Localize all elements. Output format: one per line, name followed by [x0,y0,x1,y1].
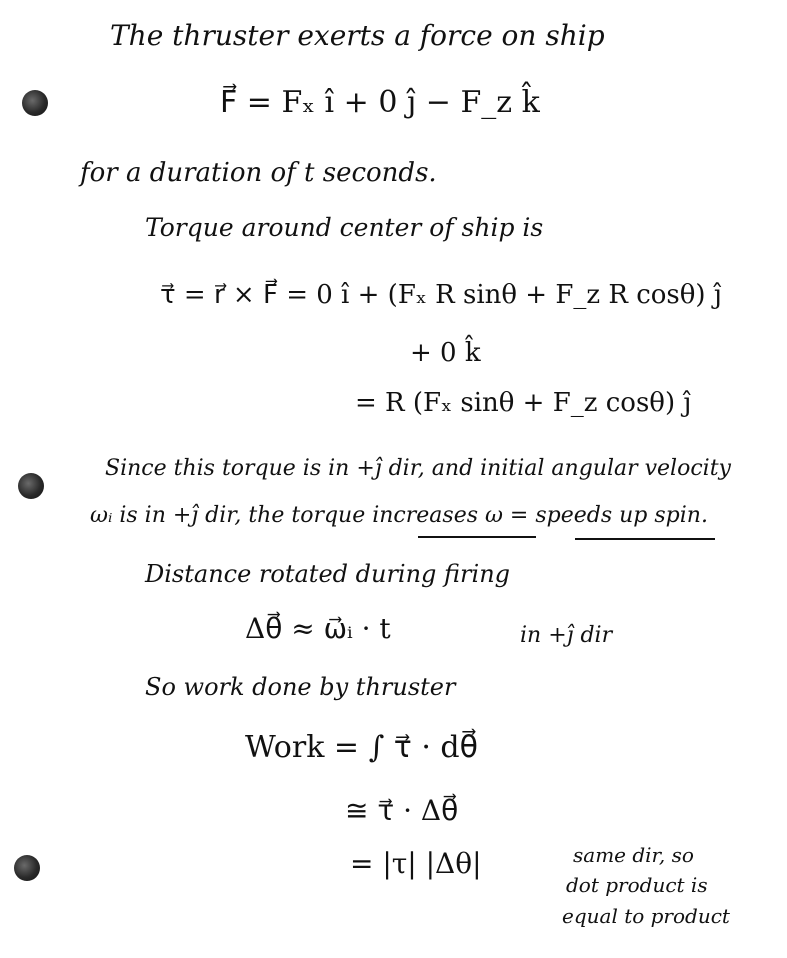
line-since-torque: Since this torque is in +ĵ dir, and initial angular velocity [105,456,731,481]
line-torque-cross: τ⃗ = r⃗ × F⃗ = 0 î + (Fₓ R sinθ + F_z R cosθ) ĵ [160,280,722,310]
underline-speeds [575,538,715,540]
line-torque-intro: Torque around center of ship is [145,213,544,242]
line-duration: for a duration of t seconds. [80,158,437,188]
line-omega-dir: ωᵢ is in +ĵ dir, the torque increases ω = speeds up spin. [90,503,708,528]
line-torque-k: + 0 k̂ [410,338,481,368]
line-delta-theta-dir: in +ĵ dir [520,623,613,648]
line-work-done: So work done by thruster [145,673,456,701]
line-work-approx: ≅ τ⃗ · Δθ⃗ [345,794,459,827]
punch-hole-top [22,90,48,116]
underline-increases [418,536,536,538]
line-torque-result: = R (Fₓ sinθ + F_z cosθ) ĵ [355,388,692,418]
line-work-integral: Work = ∫ τ⃗ · dθ⃗ [245,730,478,765]
line-distance-rotated: Distance rotated during firing [145,560,511,588]
side-note-line-1: same dir, so [573,843,694,867]
line-thruster-force: The thruster exerts a force on ship [110,19,605,52]
side-note-line-2: dot product is [566,873,708,897]
line-work-magnitude: = |τ| |Δθ| [350,847,482,880]
punch-hole-middle [18,473,44,499]
punch-hole-bottom [14,855,40,881]
side-note-line-3: equal to product [562,904,730,928]
line-delta-theta: Δθ⃗ ≈ ω⃗ᵢ · t [245,612,391,645]
line-force-vector: F⃗ = Fₓ î + 0 ĵ − F_z k̂ [220,85,540,120]
